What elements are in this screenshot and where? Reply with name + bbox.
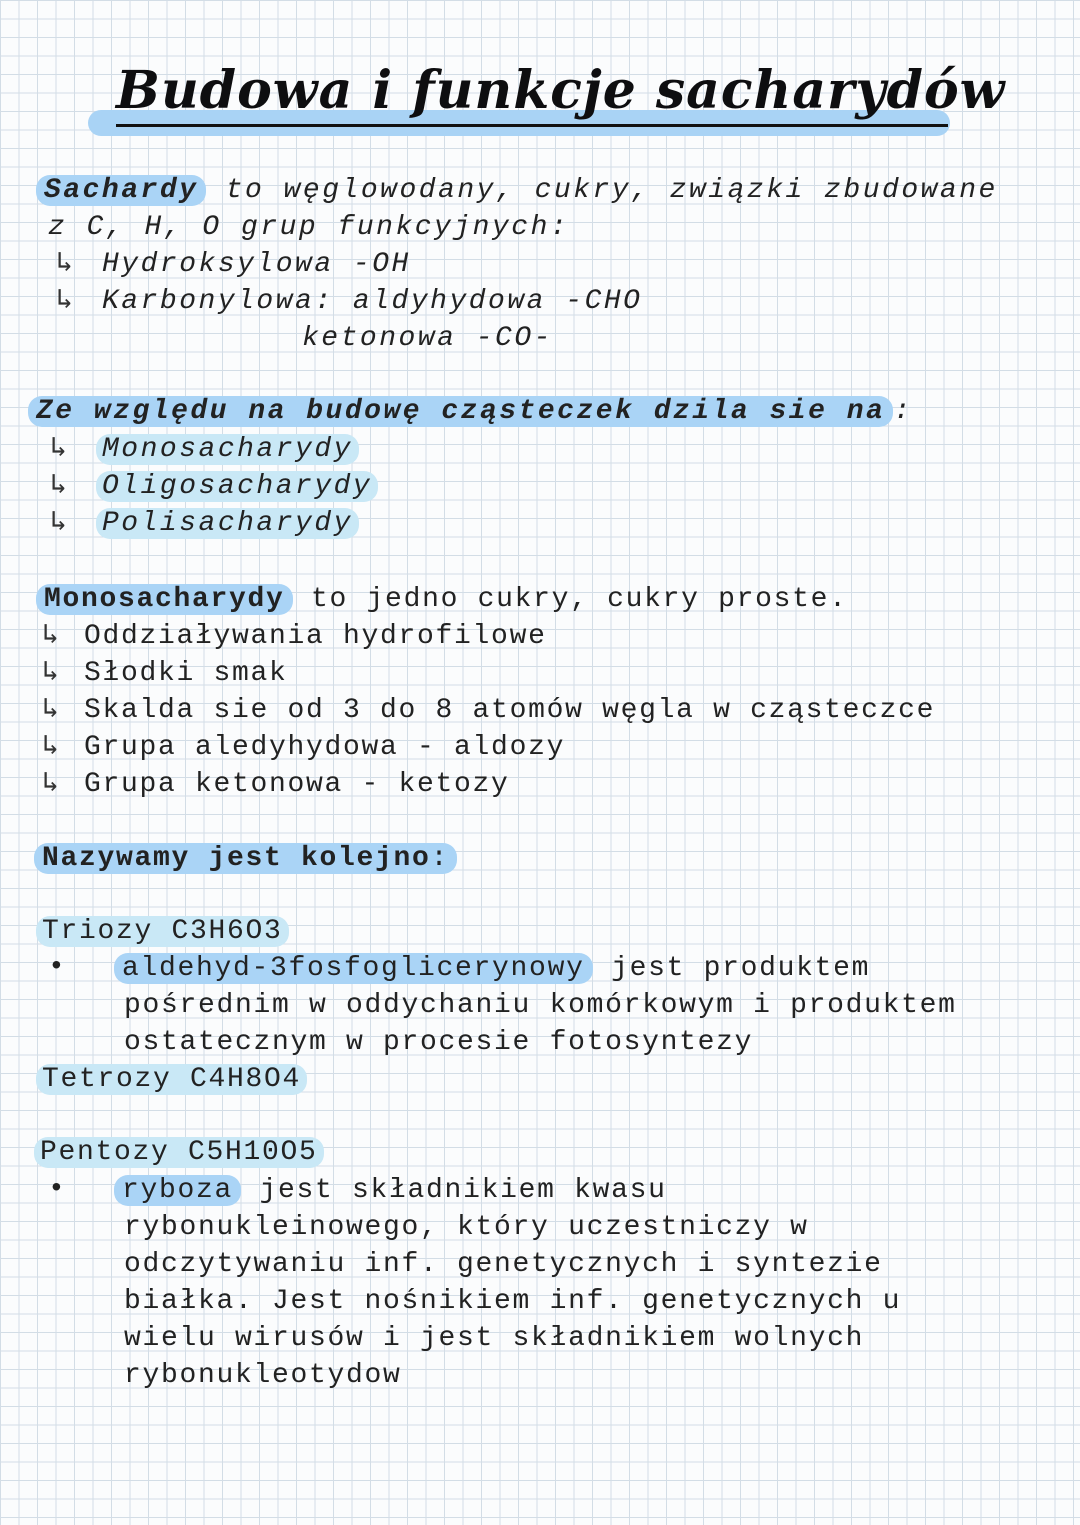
bullet-icon: • xyxy=(48,1174,65,1205)
division-item-poli: ↳ Polisacharydy xyxy=(50,505,359,542)
arrow-icon: ↳ xyxy=(42,621,61,652)
arrow-icon: ↳ xyxy=(42,732,61,763)
term-ryboza: ryboza xyxy=(114,1175,241,1206)
trioses-line-3: ostatecznym w procesie fotosyntezy xyxy=(124,1027,754,1058)
division-item-mono: ↳ Monosacharydy xyxy=(50,431,359,468)
functional-group-carbonyl: ↳ Karbonylowa: aldyhydowa -CHO xyxy=(56,283,642,320)
trioses-label: Triozy C3H6O3 xyxy=(36,913,289,950)
trioses-line-2: pośrednim w oddychaniu komórkowym i produktem xyxy=(124,990,957,1021)
mono-point: ↳ Grupa aledyhydowa - aldozy xyxy=(42,729,565,766)
intro-line-2: z C, H, O grup funkcyjnych: xyxy=(48,212,570,243)
pentoses-label: Pentozy C5H10O5 xyxy=(34,1134,324,1171)
pentoses-line-1: ryboza jest składnikiem kwasu xyxy=(114,1172,667,1209)
arrow-icon: ↳ xyxy=(42,695,61,726)
division-item-oligo: ↳ Oligosacharydy xyxy=(50,468,378,505)
term-aldehyd: aldehyd-3fosfoglicerynowy xyxy=(114,953,593,984)
division-heading-highlight: Ze względu na budowę cząsteczek dzila sie na xyxy=(28,396,893,427)
pentoses-line-4: białka. Jest nośnikiem inf. genetycznych u xyxy=(124,1286,902,1317)
mono-point: ↳ Oddziaływania hydrofilowe xyxy=(42,618,547,655)
arrow-icon: ↳ xyxy=(42,769,61,800)
division-heading: Ze względu na budowę cząsteczek dzila sie na : xyxy=(28,393,913,430)
mono-point: ↳ Słodki smak xyxy=(42,655,288,692)
arrow-icon: ↳ xyxy=(50,434,70,465)
term-sachardy: Sachardy xyxy=(36,175,206,206)
term-monosacharydy: Monosacharydy xyxy=(36,584,293,615)
arrow-icon: ↳ xyxy=(50,471,70,502)
functional-group-hydroxyl: ↳ Hydroksylowa -OH xyxy=(56,246,411,283)
trioses-line-1: aldehyd-3fosfoglicerynowy jest produktem xyxy=(114,950,870,987)
title-block xyxy=(88,60,1006,140)
functional-group-ketone: ketonowa -CO- xyxy=(302,323,553,354)
intro-line-1: Sachardy to węglowodany, cukry, związki zbudowane xyxy=(36,172,998,209)
arrow-icon: ↳ xyxy=(42,658,61,689)
title-underline xyxy=(116,124,948,127)
tetroses-label: Tetrozy C4H8O4 xyxy=(36,1061,307,1098)
mono-point: ↳ Skalda sie od 3 do 8 atomów węgla w cząsteczce xyxy=(42,692,935,729)
pentoses-line-2: rybonukleinowego, który uczestniczy w xyxy=(124,1212,809,1243)
mono-point: ↳ Grupa ketonowa - ketozy xyxy=(42,766,510,803)
bullet-icon: • xyxy=(48,952,65,983)
arrow-icon: ↳ xyxy=(56,249,76,280)
arrow-icon: ↳ xyxy=(56,286,76,317)
pentoses-line-3: odczytywaniu inf. genetycznych i syntezie xyxy=(124,1249,883,1280)
page-title: Budowa i funkcje sacharydów xyxy=(116,60,1006,121)
pentoses-line-5: wielu wirusów i jest składnikiem wolnych xyxy=(124,1323,865,1354)
arrow-icon: ↳ xyxy=(50,508,70,539)
naming-heading-highlight: Nazywamy jest kolejno: xyxy=(34,843,457,874)
mono-definition: Monosacharydy to jedno cukry, cukry proste. xyxy=(36,581,848,618)
pentoses-line-6: rybonukleotydow xyxy=(124,1360,402,1391)
naming-heading xyxy=(34,840,457,877)
